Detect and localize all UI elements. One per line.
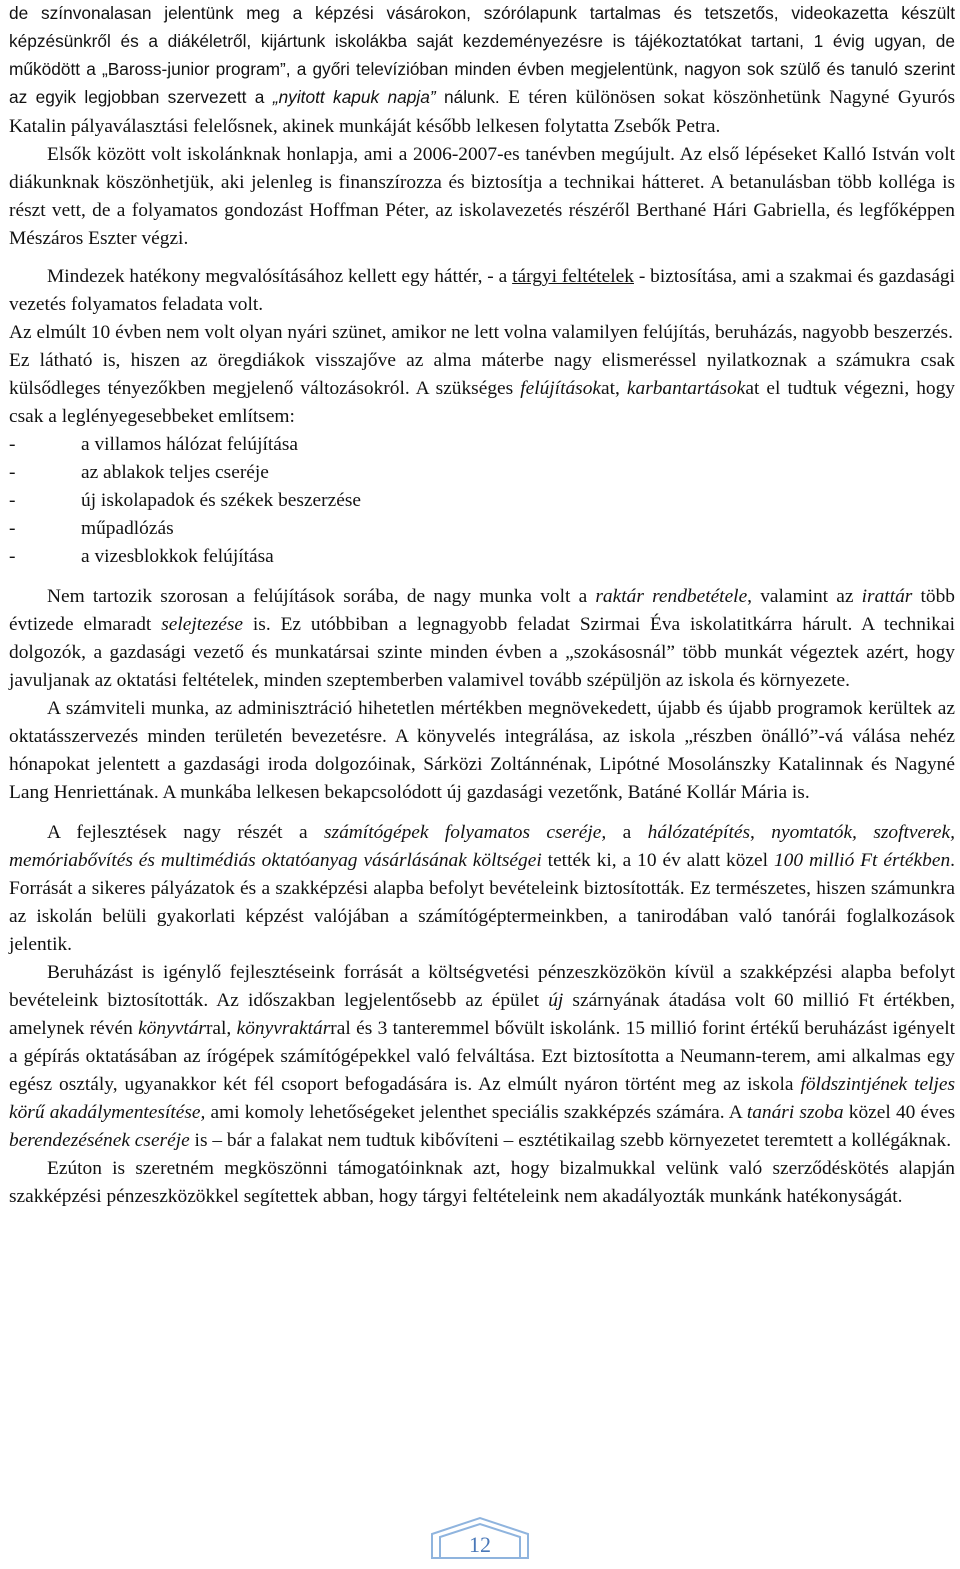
text-run: . Forrását a sikeres pályázatok és a szakképzési alapba befolyt bevételeink biztosították. Ez természetes, hiszen számunkra az iskolán belüli gyakorlati képzést valójában a számítógéptermeinkben, a tanirodában való tanórái foglalkozások jelentik. — [9, 850, 956, 955]
list-bullet: - — [9, 434, 16, 455]
text-run-italic: könyvtár — [138, 1018, 206, 1039]
paragraph-developments — [9, 819, 955, 959]
paragraph-renovations — [9, 347, 955, 431]
text-run-italic: tanári szoba — [746, 1102, 844, 1123]
text-run-italic: irattár — [861, 586, 913, 607]
list-item — [9, 431, 955, 459]
text-run: tették ki, a 10 év alatt közel — [541, 850, 774, 871]
paragraph-accounting: A számviteli munka, az adminisztráció hihetetlen mértékben megnövekedett, újabb és újabb programok kerültek az oktatásszervezés minden területén bevezetésre. A könyvelés integrálása, az iskola „részben önálló”-vá válása nehéz hónapokat jelentett a gazdasági iroda dolgozóinak, Sárközi Zoltánnénak, Lipótné Mosolánszky Katalinnak és Nagyné Lang Henriettának. A munkába lelkesen bekapcsolódott új gazdasági vezetőnk, Batáné Kollár Mária is. — [9, 698, 955, 803]
list-item-text: a vizesblokkok felújítása — [81, 546, 274, 567]
text-run-italic: könyvraktár — [236, 1018, 331, 1039]
page-number: 12 — [469, 1532, 491, 1557]
text-run: nálunk. — [435, 87, 500, 107]
text-run-italic: raktár rendbetétele — [595, 586, 748, 607]
text-run: E téren különösen sokat köszönhetünk Nagyné Gyurós Katalin pályaválasztási felelősnek, akinek munkáját később lelkesen folytatta Zsebők Petra. — [9, 87, 956, 137]
list-item — [9, 515, 955, 543]
text-run: több évtizede elmaradt — [9, 586, 955, 635]
page-number-frame — [430, 1516, 530, 1560]
text-run-italic: „nyitott kapuk napja” — [272, 87, 436, 107]
list-bullet: - — [9, 518, 16, 539]
text-run: at, — [601, 378, 627, 399]
paragraph-storage — [9, 583, 955, 695]
text-run-italic: berendezésének cseréje — [9, 1130, 190, 1151]
text-run-italic: karbantartások — [626, 378, 746, 399]
text-run-italic: selejtezése — [161, 614, 244, 635]
paragraph-investments — [9, 959, 955, 1155]
text-run: is. Ez utóbbiban a legnagyobb feladat Szirmai Éva iskolatitkárra hárult. A technikai dolgozók, a gazdasági vezető és munkatársai szinte minden évben a „szokásosnál” több munkát végeztek azért, hogy javuljanak az oktatási feltételek, minden szeptemberben valamivel tovább szépüljön az iskola és környezete. — [9, 614, 955, 691]
text-run: Beruházást is igénylő fejlesztéseink forrását a költségvetési pénzeszközökön kívül a szakképzési alapba befolyt bevételeink biztosították. Az időszakban legjelentősebb az épület — [9, 962, 955, 1011]
text-run: , valamint az — [747, 586, 862, 607]
list-bullet: - — [9, 490, 16, 511]
text-run-italic: 100 millió Ft értékben — [773, 850, 951, 871]
text-run-italic: számítógépek folyamatos cseréje, — [324, 822, 607, 843]
renovation-list — [9, 431, 955, 571]
text-run-italic: új — [548, 990, 564, 1011]
list-item-text: új iskolapadok és székek beszerzése — [81, 490, 361, 511]
list-item — [9, 459, 955, 487]
paragraph-conditions — [9, 263, 955, 319]
paragraph-thanks: Ezúton is szeretném megköszönni támogatóinknak azt, hogy bizalmukkal velünk való szerződéskötés alapján szakképzési pénzeszközökkel segítettek abban, hogy tárgyi feltételeink nem akadályozták munkánk hatékonyságát. — [9, 1158, 955, 1207]
text-run-italic: felújítások — [520, 378, 602, 399]
paragraph-summer: Az elmúlt 10 évben nem volt olyan nyári szünet, amikor ne lett volna valamilyen felújítás, beruházás, nagyobb beszerzés. — [9, 322, 953, 343]
text-run: Ez látható is, hiszen az öregdiákok visszajőve az alma máterbe nagy elismeréssel nyilatkoznak a számukra csak külsődleges tényezőkben megjelenő változásokról. A szükséges — [9, 350, 955, 399]
text-run-italic: földszintjének teljes körű akadálymentesítése, — [9, 1074, 955, 1123]
text-run: A betanulásban több kolléga is részt vett, de a folyamatos gondozást Hoffman Péter, az iskolavezetés részéről Berthané Hári Gabriella, és legfőképpen Mészáros Eszter végzi. — [9, 172, 955, 249]
text-run-italic: hálózatépítés — [647, 822, 750, 843]
text-run: Mindezek hatékony megvalósításához kellett egy háttér, - a — [47, 266, 513, 287]
list-item-text: az ablakok teljes cseréje — [81, 462, 269, 483]
text-run: de színvonalasan jelentünk meg a képzési vásárokon, szórólapunk tartalmas és tetszetős, videokazetta készült képzésünkről és a diákéletről, kijártunk iskolákba saját kezdeményezésre is tájékoztatókat tartani, 1 évig ugyan, de működött a „Baross-junior program”, a győri televízióban minden évben megjelentünk, nagyon sok szülő és tanuló szerint az egyik legjobban szervezett a — [9, 3, 955, 107]
text-run: ral és 3 tanteremmel bővült iskolánk. 15 millió forint értékű beruházást igényelt a gépírás oktatásában az írógépek számítógépekkel való felváltása. Ezt biztosította a Neumann-terem, ami alkalmas egy egész osztály, ugyanakkor két fél csoport befogadására is. Az elmúlt nyáron történt meg az iskola — [9, 1018, 955, 1095]
text-run: is – bár a falakat nem tudtuk kibővíteni – esztétikailag szebb környezetet teremtett a kollégáknak. — [189, 1130, 952, 1151]
paragraph-website — [9, 141, 955, 253]
text-run: Nem tartozik szorosan a felújítások sorába, de nagy munka volt a — [47, 586, 596, 607]
text-run: ami komoly lehetőségeket jelenthet speciális szakképzés számára. A — [205, 1102, 747, 1123]
list-bullet: - — [9, 546, 16, 567]
list-item-text: a villamos hálózat felújítása — [81, 434, 298, 455]
text-run-italic: nyomtatók, szoftverek, memóriabővítés és multimédiás oktatóanyag vásárlásának költségei — [9, 822, 955, 871]
text-run: A fejlesztések nagy részét a — [47, 822, 325, 843]
text-run: at el tudtuk végezni, hogy csak a leglényegesebbeket említsem: — [9, 378, 955, 427]
document-page — [9, 0, 955, 1211]
text-run: szárnyának átadása volt 60 millió Ft értékben, amelynek révén — [9, 990, 955, 1039]
list-bullet: - — [9, 462, 16, 483]
text-run: ral, — [205, 1018, 237, 1039]
text-run: - biztosítása, ami a szakmai és gazdasági vezetés folyamatos feladata volt. — [9, 266, 956, 315]
page-number-badge — [430, 1516, 530, 1560]
paragraph-marketing — [9, 0, 955, 141]
list-item — [9, 543, 955, 571]
text-run: , — [750, 822, 772, 843]
text-run: a — [606, 822, 648, 843]
text-run: Elsők között volt iskolánknak honlapja, ami a 2006-2007-es tanévben megújult. Az első lépéseket Kalló István volt diákunknak köszönhetjük, aki jelenleg is finanszírozza és biztosítja a technikai hátteret. — [9, 144, 955, 193]
text-run: közel 40 éves — [843, 1102, 955, 1123]
text-run-underlined: tárgyi feltételek — [512, 266, 634, 287]
list-item-text: műpadlózás — [81, 518, 174, 539]
list-item — [9, 487, 955, 515]
